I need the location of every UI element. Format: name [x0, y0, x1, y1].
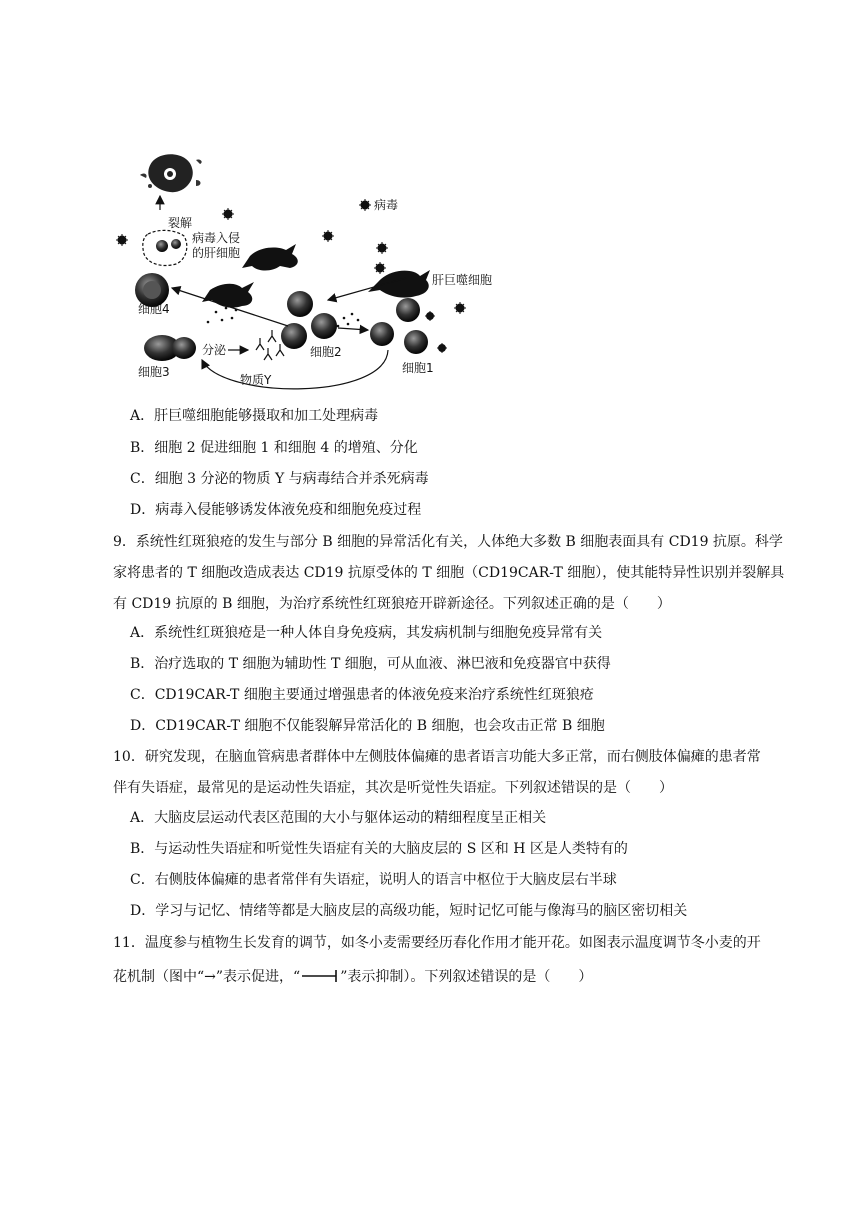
cell-3-label: 细胞3	[138, 365, 170, 379]
q9-stem-line-3: 有 CD19 抗原的 B 细胞，为治疗系统性红斑狼疮开辟新途径。下列叙述正确的是（ ）	[113, 596, 671, 612]
kupffer-cell-label: 肝巨噬细胞	[432, 273, 493, 287]
q9-stem-line-2: 家将患者的 T 细胞改造成表达 CD19 抗原受体的 T 细胞（CD19CAR-T 细胞），使其能特异性识别并裂解具	[113, 565, 785, 581]
immune-response-diagram	[110, 150, 530, 395]
cell-3	[144, 335, 196, 361]
antibody-icons	[256, 330, 284, 360]
q9-option-b: B．治疗选取的 T 细胞为辅助性 T 细胞，可从血液、淋巴液和免疫器官中获得	[130, 656, 611, 672]
inhibition-arrow-icon	[300, 969, 340, 983]
q11-stem-line-2-part-b: ”表示抑制）。下列叙述错误的是（ ）	[340, 969, 593, 985]
cell-1-label: 细胞1	[402, 361, 434, 375]
virus-legend-icon	[359, 199, 371, 211]
q10-option-c: C．右侧肢体偏瘫的患者常伴有失语症，说明人的语言中枢位于大脑皮层右半球	[130, 872, 617, 888]
q11-stem-line-2-part-a: 花机制（图中“→”表示促进，“	[113, 969, 301, 985]
q10-stem-line-1: 10．研究发现，在脑血管病患者群体中左侧肢体偏瘫的患者语言功能大多正常，而右侧肢体偏瘫的患者常	[113, 749, 761, 765]
infected-liver-cell	[143, 230, 187, 265]
cell-4-label: 细胞4	[138, 302, 170, 316]
cell-1	[370, 298, 428, 354]
q10-stem-line-2: 伴有失语症，最常见的是运动性失语症，其次是听觉性失语症。下列叙述错误的是（ ）	[113, 780, 673, 796]
lysed-cell-icon	[140, 154, 202, 192]
q8-option-c: C．细胞 3 分泌的物质 Y 与病毒结合并杀死病毒	[130, 471, 429, 487]
q10-option-d: D．学习与记忆、情绪等都是大脑皮层的高级功能，短时记忆可能与像海马的脑区密切相关	[130, 903, 688, 919]
q9-option-d: D．CD19CAR-T 细胞不仅能裂解异常活化的 B 细胞，也会攻击正常 B 细胞	[130, 718, 605, 734]
q8-option-a: A．肝巨噬细胞能够摄取和加工处理病毒	[130, 408, 379, 424]
q11-stem-line-1: 11．温度参与植物生长发育的调节，如冬小麦需要经历春化作用才能开花。如图表示温度调节冬小麦的开	[113, 935, 761, 951]
secrete-label: 分泌	[202, 343, 227, 357]
virus-label: 病毒	[374, 198, 399, 212]
lysis-label: 裂解	[168, 216, 193, 230]
substance-y-label: 物质Y	[240, 373, 272, 387]
q10-option-b: B．与运动性失语症和听觉性失语症有关的大脑皮层的 S 区和 H 区是人类特有的	[130, 841, 628, 857]
q9-option-c: C．CD19CAR-T 细胞主要通过增强患者的体液免疫来治疗系统性红斑狼疮	[130, 687, 594, 703]
q8-option-b: B．细胞 2 促进细胞 1 和细胞 4 的增殖、分化	[130, 440, 418, 456]
q9-option-a: A．系统性红斑狼疮是一种人体自身免疫病，其发病机制与细胞免疫异常有关	[130, 625, 603, 641]
q10-option-a: A．大脑皮层运动代表区范围的大小与躯体运动的精细程度呈正相关	[130, 810, 547, 826]
q9-stem-line-1: 9．系统性红斑狼疮的发生与部分 B 细胞的异常活化有关，人体绝大多数 B 细胞表面具有 CD19 抗原。科学	[113, 534, 783, 550]
q11-stem-line-2	[113, 967, 592, 987]
infected-liver-cell-label-2: 的肝细胞	[192, 246, 241, 260]
infected-liver-cell-label-1: 病毒入侵	[192, 231, 241, 245]
cell-2-label: 细胞2	[310, 345, 342, 359]
q8-option-d: D．病毒入侵能够诱发体液免疫和细胞免疫过程	[130, 502, 422, 518]
